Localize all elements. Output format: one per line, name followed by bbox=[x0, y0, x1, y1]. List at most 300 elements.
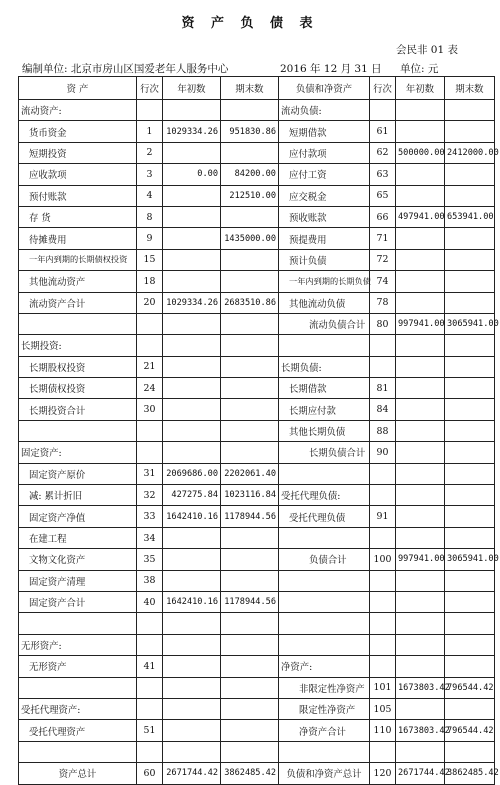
table-row bbox=[19, 228, 495, 249]
amount-cell: 1673803.42 bbox=[396, 720, 445, 741]
liability-item: 长期负债: bbox=[279, 356, 370, 377]
liability-item: 预提费用 bbox=[279, 228, 370, 249]
line-number: 60 bbox=[137, 763, 163, 784]
amount-cell bbox=[221, 249, 279, 270]
amount-cell bbox=[163, 720, 221, 741]
table-row bbox=[19, 741, 495, 762]
liability-item: 净资产: bbox=[279, 656, 370, 677]
currency-unit: 单位: 元 bbox=[400, 63, 439, 75]
amount-cell bbox=[445, 613, 495, 634]
amount-cell bbox=[396, 399, 445, 420]
amount-cell bbox=[396, 527, 445, 548]
line-number: 101 bbox=[370, 677, 396, 698]
line-number bbox=[370, 463, 396, 484]
amount-cell bbox=[445, 485, 495, 506]
asset-item: 流动资产: bbox=[19, 100, 137, 121]
amount-cell bbox=[163, 185, 221, 206]
table-row bbox=[19, 313, 495, 334]
amount-cell: 1642410.16 bbox=[163, 506, 221, 527]
amount-cell: 500000.00 bbox=[396, 142, 445, 163]
amount-cell bbox=[396, 613, 445, 634]
line-number: 21 bbox=[137, 356, 163, 377]
line-number: 34 bbox=[137, 527, 163, 548]
table-header-row bbox=[19, 77, 495, 100]
amount-cell bbox=[221, 399, 279, 420]
asset-item: 固定资产净值 bbox=[19, 506, 137, 527]
liability-item: 长期负债合计 bbox=[279, 442, 370, 463]
amount-cell bbox=[445, 356, 495, 377]
line-number: 3 bbox=[137, 164, 163, 185]
amount-cell bbox=[221, 741, 279, 762]
line-number: 30 bbox=[137, 399, 163, 420]
amount-cell bbox=[163, 249, 221, 270]
amount-cell bbox=[221, 527, 279, 548]
line-number: 78 bbox=[370, 292, 396, 313]
amount-cell bbox=[396, 249, 445, 270]
asset-item: 无形资产 bbox=[19, 656, 137, 677]
amount-cell bbox=[445, 698, 495, 719]
line-number: 66 bbox=[370, 206, 396, 227]
liability-item bbox=[279, 634, 370, 655]
line-number: 90 bbox=[370, 442, 396, 463]
amount-cell: 2069686.00 bbox=[163, 463, 221, 484]
asset-item: 固定资产合计 bbox=[19, 591, 137, 612]
line-number: 20 bbox=[137, 292, 163, 313]
line-number: 88 bbox=[370, 420, 396, 441]
asset-item: 固定资产原价 bbox=[19, 463, 137, 484]
amount-cell: 3862485.42 bbox=[445, 763, 495, 784]
table-row bbox=[19, 420, 495, 441]
line-number bbox=[370, 570, 396, 591]
amount-cell bbox=[163, 634, 221, 655]
line-number: 63 bbox=[370, 164, 396, 185]
amount-cell bbox=[445, 591, 495, 612]
asset-item: 存 货 bbox=[19, 206, 137, 227]
line-number: 72 bbox=[370, 249, 396, 270]
line-number bbox=[370, 356, 396, 377]
header-cell: 负债和净资产 bbox=[279, 77, 370, 100]
liability-item bbox=[279, 570, 370, 591]
line-number: 91 bbox=[370, 506, 396, 527]
asset-item: 资产总计 bbox=[19, 763, 137, 784]
line-number bbox=[370, 591, 396, 612]
amount-cell bbox=[221, 335, 279, 356]
amount-cell bbox=[396, 228, 445, 249]
liability-item bbox=[279, 335, 370, 356]
asset-item: 无形资产: bbox=[19, 634, 137, 655]
line-number bbox=[370, 656, 396, 677]
table-row bbox=[19, 378, 495, 399]
asset-item: 长期投资: bbox=[19, 335, 137, 356]
line-number: 35 bbox=[137, 549, 163, 570]
amount-cell bbox=[396, 485, 445, 506]
asset-item: 一年内到期的长期债权投资 bbox=[19, 249, 137, 270]
liability-item: 预收账款 bbox=[279, 206, 370, 227]
amount-cell bbox=[396, 356, 445, 377]
table-row bbox=[19, 271, 495, 292]
line-number bbox=[137, 741, 163, 762]
amount-cell: 3065941.00 bbox=[445, 549, 495, 570]
amount-cell bbox=[163, 570, 221, 591]
table-row bbox=[19, 613, 495, 634]
table-row bbox=[19, 399, 495, 420]
liability-item: 应付款项 bbox=[279, 142, 370, 163]
table-row bbox=[19, 442, 495, 463]
line-number bbox=[370, 634, 396, 655]
amount-cell bbox=[445, 442, 495, 463]
amount-cell: 997941.00 bbox=[396, 549, 445, 570]
line-number: 24 bbox=[137, 378, 163, 399]
liability-item: 其他长期负债 bbox=[279, 420, 370, 441]
line-number: 120 bbox=[370, 763, 396, 784]
line-number bbox=[137, 420, 163, 441]
line-number: 33 bbox=[137, 506, 163, 527]
line-number bbox=[370, 485, 396, 506]
amount-cell bbox=[396, 656, 445, 677]
table-row bbox=[19, 549, 495, 570]
table-row bbox=[19, 100, 495, 121]
amount-cell: 84200.00 bbox=[221, 164, 279, 185]
liability-item: 净资产合计 bbox=[279, 720, 370, 741]
amount-cell bbox=[396, 335, 445, 356]
amount-cell bbox=[221, 378, 279, 399]
amount-cell bbox=[221, 613, 279, 634]
table-row bbox=[19, 591, 495, 612]
amount-cell bbox=[163, 613, 221, 634]
liability-item bbox=[279, 527, 370, 548]
liability-item: 长期应付款 bbox=[279, 399, 370, 420]
amount-cell bbox=[396, 591, 445, 612]
asset-item: 预付账款 bbox=[19, 185, 137, 206]
asset-item: 在建工程 bbox=[19, 527, 137, 548]
line-number: 9 bbox=[137, 228, 163, 249]
amount-cell bbox=[163, 656, 221, 677]
amount-cell bbox=[396, 164, 445, 185]
table-row bbox=[19, 698, 495, 719]
amount-cell bbox=[396, 292, 445, 313]
amount-cell bbox=[221, 549, 279, 570]
amount-cell: 2683510.86 bbox=[221, 292, 279, 313]
amount-cell: 1642410.16 bbox=[163, 591, 221, 612]
amount-cell bbox=[163, 335, 221, 356]
liability-item: 负债和净资产总计 bbox=[279, 763, 370, 784]
amount-cell: 796544.42 bbox=[445, 677, 495, 698]
amount-cell bbox=[396, 442, 445, 463]
amount-cell bbox=[221, 206, 279, 227]
amount-cell bbox=[445, 249, 495, 270]
amount-cell: 1029334.26 bbox=[163, 292, 221, 313]
line-number bbox=[370, 741, 396, 762]
amount-cell: 3065941.00 bbox=[445, 313, 495, 334]
amount-cell bbox=[221, 634, 279, 655]
amount-cell bbox=[445, 506, 495, 527]
line-number: 80 bbox=[370, 313, 396, 334]
asset-item: 短期投资 bbox=[19, 142, 137, 163]
asset-item: 固定资产清理 bbox=[19, 570, 137, 591]
asset-item: 长期投资合计 bbox=[19, 399, 137, 420]
liability-item: 短期借款 bbox=[279, 121, 370, 142]
table-row bbox=[19, 356, 495, 377]
amount-cell: 997941.00 bbox=[396, 313, 445, 334]
asset-item bbox=[19, 613, 137, 634]
line-number: 40 bbox=[137, 591, 163, 612]
amount-cell bbox=[163, 313, 221, 334]
amount-cell bbox=[396, 741, 445, 762]
line-number bbox=[137, 313, 163, 334]
amount-cell bbox=[221, 313, 279, 334]
asset-item bbox=[19, 677, 137, 698]
asset-item: 其他流动资产 bbox=[19, 271, 137, 292]
amount-cell bbox=[396, 463, 445, 484]
asset-item bbox=[19, 313, 137, 334]
amount-cell bbox=[396, 378, 445, 399]
table-row bbox=[19, 720, 495, 741]
table-row bbox=[19, 506, 495, 527]
table-row bbox=[19, 485, 495, 506]
liability-item: 一年内到期的长期负债 bbox=[279, 271, 370, 292]
amount-cell: 2202061.40 bbox=[221, 463, 279, 484]
amount-cell bbox=[445, 121, 495, 142]
table-row bbox=[19, 185, 495, 206]
amount-cell bbox=[396, 698, 445, 719]
amount-cell bbox=[396, 121, 445, 142]
header-cell: 期末数 bbox=[221, 77, 279, 100]
line-number: 51 bbox=[137, 720, 163, 741]
amount-cell bbox=[396, 506, 445, 527]
amount-cell bbox=[221, 677, 279, 698]
line-number: 31 bbox=[137, 463, 163, 484]
line-number: 84 bbox=[370, 399, 396, 420]
line-number: 110 bbox=[370, 720, 396, 741]
asset-item: 待摊费用 bbox=[19, 228, 137, 249]
liability-item: 限定性净资产 bbox=[279, 698, 370, 719]
amount-cell: 2671744.42 bbox=[396, 763, 445, 784]
amount-cell bbox=[221, 271, 279, 292]
amount-cell bbox=[163, 549, 221, 570]
line-number bbox=[137, 698, 163, 719]
table-body bbox=[19, 100, 499, 785]
amount-cell bbox=[221, 100, 279, 121]
table-row bbox=[19, 656, 495, 677]
liability-item bbox=[279, 591, 370, 612]
amount-cell bbox=[221, 720, 279, 741]
table-row bbox=[19, 677, 495, 698]
liability-item: 负债合计 bbox=[279, 549, 370, 570]
amount-cell bbox=[445, 271, 495, 292]
line-number: 41 bbox=[137, 656, 163, 677]
amount-cell bbox=[163, 100, 221, 121]
line-number bbox=[370, 527, 396, 548]
header-cell: 年初数 bbox=[163, 77, 221, 100]
liability-item: 预计负债 bbox=[279, 249, 370, 270]
report-title: 资 产 负 债 表 bbox=[181, 16, 319, 31]
asset-item: 长期股权投资 bbox=[19, 356, 137, 377]
table-row bbox=[19, 249, 495, 270]
liability-item bbox=[279, 463, 370, 484]
amount-cell: 212510.00 bbox=[221, 185, 279, 206]
liability-item bbox=[279, 741, 370, 762]
table-row bbox=[19, 570, 495, 591]
amount-cell bbox=[221, 656, 279, 677]
liability-item: 受托代理负债: bbox=[279, 485, 370, 506]
amount-cell: 1178944.56 bbox=[221, 506, 279, 527]
amount-cell bbox=[221, 142, 279, 163]
liability-item: 流动负债合计 bbox=[279, 313, 370, 334]
amount-cell: 3862485.42 bbox=[221, 763, 279, 784]
liability-item: 受托代理负债 bbox=[279, 506, 370, 527]
amount-cell bbox=[221, 570, 279, 591]
amount-cell: 2671744.42 bbox=[163, 763, 221, 784]
amount-cell: 653941.00 bbox=[445, 206, 495, 227]
amount-cell bbox=[163, 698, 221, 719]
table-row bbox=[19, 164, 495, 185]
header-cell: 期末数 bbox=[445, 77, 495, 100]
amount-cell: 1029334.26 bbox=[163, 121, 221, 142]
amount-cell bbox=[163, 399, 221, 420]
line-number: 1 bbox=[137, 121, 163, 142]
asset-item bbox=[19, 741, 137, 762]
line-number: 8 bbox=[137, 206, 163, 227]
amount-cell bbox=[163, 228, 221, 249]
table-row bbox=[19, 335, 495, 356]
amount-cell bbox=[445, 164, 495, 185]
form-number: 会民非 01 表 bbox=[395, 44, 458, 56]
line-number: 105 bbox=[370, 698, 396, 719]
line-number bbox=[137, 634, 163, 655]
amount-cell bbox=[221, 698, 279, 719]
amount-cell bbox=[445, 570, 495, 591]
amount-cell bbox=[445, 463, 495, 484]
liability-item: 应交税金 bbox=[279, 185, 370, 206]
amount-cell bbox=[396, 271, 445, 292]
amount-cell bbox=[445, 527, 495, 548]
asset-item: 应收款项 bbox=[19, 164, 137, 185]
amount-cell: 1435000.00 bbox=[221, 228, 279, 249]
asset-item: 受托代理资产 bbox=[19, 720, 137, 741]
asset-item: 受托代理资产: bbox=[19, 698, 137, 719]
line-number: 74 bbox=[370, 271, 396, 292]
table-row bbox=[19, 292, 495, 313]
amount-cell bbox=[163, 741, 221, 762]
line-number bbox=[137, 442, 163, 463]
line-number: 65 bbox=[370, 185, 396, 206]
line-number: 38 bbox=[137, 570, 163, 591]
amount-cell: 427275.84 bbox=[163, 485, 221, 506]
line-number: 81 bbox=[370, 378, 396, 399]
amount-cell: 1023116.84 bbox=[221, 485, 279, 506]
asset-item: 货币资金 bbox=[19, 121, 137, 142]
line-number: 100 bbox=[370, 549, 396, 570]
amount-cell bbox=[163, 356, 221, 377]
table-row bbox=[19, 763, 495, 784]
amount-cell bbox=[221, 420, 279, 441]
table-row bbox=[19, 206, 495, 227]
amount-cell: 951830.86 bbox=[221, 121, 279, 142]
amount-cell bbox=[396, 634, 445, 655]
line-number bbox=[137, 613, 163, 634]
table-row bbox=[19, 527, 495, 548]
table-row bbox=[19, 142, 495, 163]
report-date: 2016 年 12 月 31 日 bbox=[280, 63, 382, 75]
liability-item: 应付工资 bbox=[279, 164, 370, 185]
line-number bbox=[137, 335, 163, 356]
amount-cell: 0.00 bbox=[163, 164, 221, 185]
line-number: 32 bbox=[137, 485, 163, 506]
amount-cell bbox=[445, 634, 495, 655]
amount-cell bbox=[163, 677, 221, 698]
line-number: 15 bbox=[137, 249, 163, 270]
liability-item: 其他流动负债 bbox=[279, 292, 370, 313]
header-cell: 行次 bbox=[370, 77, 396, 100]
amount-cell bbox=[396, 100, 445, 121]
reporting-unit: 编制单位: 北京市房山区国爱老年人服务中心 bbox=[22, 63, 229, 75]
amount-cell: 1178944.56 bbox=[221, 591, 279, 612]
amount-cell bbox=[445, 335, 495, 356]
amount-cell: 497941.00 bbox=[396, 206, 445, 227]
header-cell: 行次 bbox=[137, 77, 163, 100]
asset-item: 减: 累计折旧 bbox=[19, 485, 137, 506]
amount-cell bbox=[163, 442, 221, 463]
line-number bbox=[370, 335, 396, 356]
balance-sheet-table bbox=[18, 76, 499, 785]
line-number bbox=[137, 100, 163, 121]
line-number: 62 bbox=[370, 142, 396, 163]
amount-cell bbox=[163, 527, 221, 548]
amount-cell bbox=[445, 378, 495, 399]
amount-cell bbox=[396, 420, 445, 441]
amount-cell bbox=[445, 741, 495, 762]
line-number bbox=[370, 613, 396, 634]
amount-cell bbox=[396, 570, 445, 591]
amount-cell bbox=[445, 420, 495, 441]
amount-cell bbox=[163, 271, 221, 292]
line-number: 18 bbox=[137, 271, 163, 292]
amount-cell bbox=[163, 378, 221, 399]
amount-cell bbox=[445, 185, 495, 206]
amount-cell bbox=[163, 206, 221, 227]
liability-item: 流动负债: bbox=[279, 100, 370, 121]
line-number bbox=[370, 100, 396, 121]
amount-cell: 2412000.00 bbox=[445, 142, 495, 163]
amount-cell bbox=[163, 142, 221, 163]
line-number: 71 bbox=[370, 228, 396, 249]
line-number: 2 bbox=[137, 142, 163, 163]
asset-item: 固定资产: bbox=[19, 442, 137, 463]
asset-item: 文物文化资产 bbox=[19, 549, 137, 570]
header-cell: 资 产 bbox=[19, 77, 137, 100]
line-number bbox=[137, 677, 163, 698]
asset-item bbox=[19, 420, 137, 441]
amount-cell: 1673803.42 bbox=[396, 677, 445, 698]
amount-cell: 796544.42 bbox=[445, 720, 495, 741]
table-row bbox=[19, 634, 495, 655]
liability-item: 长期借款 bbox=[279, 378, 370, 399]
table-row bbox=[19, 463, 495, 484]
liability-item bbox=[279, 613, 370, 634]
amount-cell bbox=[396, 185, 445, 206]
amount-cell bbox=[445, 656, 495, 677]
amount-cell bbox=[445, 100, 495, 121]
line-number: 4 bbox=[137, 185, 163, 206]
amount-cell bbox=[445, 292, 495, 313]
asset-item: 长期债权投资 bbox=[19, 378, 137, 399]
amount-cell bbox=[445, 228, 495, 249]
amount-cell bbox=[163, 420, 221, 441]
table-row bbox=[19, 121, 495, 142]
header-cell: 年初数 bbox=[396, 77, 445, 100]
line-number: 61 bbox=[370, 121, 396, 142]
liability-item: 非限定性净资产 bbox=[279, 677, 370, 698]
